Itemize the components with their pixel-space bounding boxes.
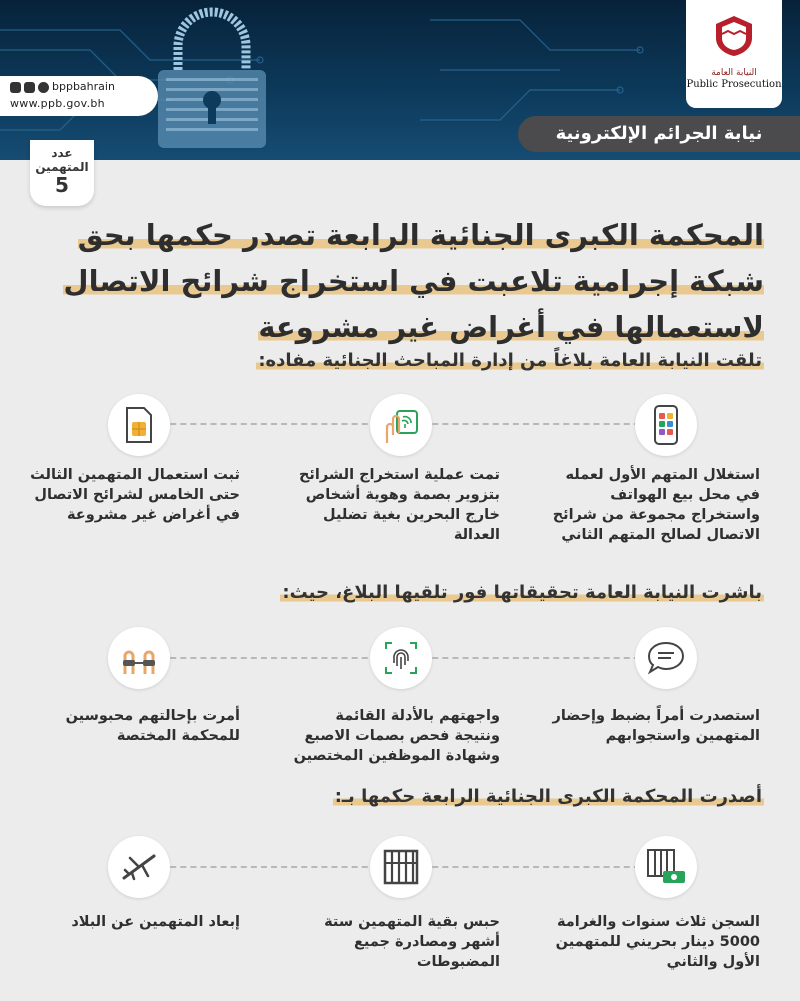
section-title-verdict: أصدرت المحكمة الكبرى الجنائية الرابعة حكمها بـ: <box>334 786 762 807</box>
padlock-icon <box>158 12 266 148</box>
icon-handcuffs <box>108 627 170 689</box>
section-title-investigation: باشرت النيابة العامة تحقيقاتها فور تلقيها البلاغ، حيث: <box>282 582 762 603</box>
step-referred-court: أمرت بإحالتهم محبوسين للمحكمة المختصة <box>65 708 240 744</box>
social-links <box>0 76 158 116</box>
icon-prison-bars <box>370 836 432 898</box>
icon-sim-card <box>108 394 170 456</box>
emblem-icon <box>712 14 756 58</box>
icon-fingerprint <box>370 627 432 689</box>
smartphone-apps-icon <box>649 405 683 445</box>
social-handle[interactable]: bppbahrain <box>52 80 115 93</box>
public-prosecution-logo <box>686 0 782 108</box>
step-forged-fingerprint: تمت عملية استخراج الشرائح بتزوير بصمة وهوية أشخاص خارج البحرين بغية تضليل العدالة <box>298 467 500 543</box>
verdict-deportation: إبعاد المتهمين عن البلاد <box>71 914 240 930</box>
chat-bubble-icon <box>647 641 685 675</box>
verdict-detention-confiscation: حبس بقية المتهمين ستة أشهر ومصادرة جميع المضبوطات <box>324 914 500 970</box>
sim-card-icon <box>124 406 154 444</box>
twitter-icon[interactable] <box>38 82 49 93</box>
step-sim-misuse: ثبت استعمال المتهمين الثالث حتى الخامس لشرائح الاتصال في أغراض غير مشروعة <box>30 467 240 523</box>
fingerprint-icon <box>382 639 420 677</box>
headline-line-3: لاستعمالها في أغراض غير مشروعة <box>258 310 764 344</box>
step-exploited-job: استغلال المتهم الأول لعمله في محل بيع الهواتف واستخراج مجموعة من شرائح الاتصال لصالح المتهم الثاني <box>552 467 760 543</box>
facebook-icon[interactable] <box>24 82 35 93</box>
headline-line-2: شبكة إجرامية تلاعبت في استخراج شرائح الاتصال <box>63 264 764 298</box>
handcuffs-icon <box>119 640 159 676</box>
step-arrest-order: استصدرت أمراً بضبط وإحضار المتهمين واستجوابهم <box>552 708 760 744</box>
icon-airplane <box>108 836 170 898</box>
icon-prison-money <box>635 836 697 898</box>
badge-count: 5 <box>55 173 69 197</box>
icon-finger-scan <box>370 394 432 456</box>
instagram-icon[interactable] <box>10 82 21 93</box>
logo-arabic-text: النيابة العامة <box>711 68 757 78</box>
department-pill: نيابة الجرائم الإلكترونية <box>518 116 800 152</box>
badge-label: عدد المتهمين <box>35 146 89 174</box>
prison-money-icon <box>645 847 687 887</box>
finger-scan-icon <box>381 405 421 445</box>
headline <box>64 212 764 350</box>
accused-count-badge <box>30 140 94 206</box>
step-confronted-evidence: واجهتهم بالأدلة القائمة ونتيجة فحص بصمات الاصبع وشهادة الموظفين المختصين <box>293 708 500 764</box>
section-title-report: تلقت النيابة العامة بلاغاً من إدارة المباحث الجنائية مفاده: <box>258 350 762 371</box>
prison-bars-icon <box>383 849 419 885</box>
icon-smartphone-apps <box>635 394 697 456</box>
airplane-icon <box>120 848 158 886</box>
website-link[interactable]: www.ppb.gov.bh <box>10 97 105 110</box>
verdict-prison-fine: السجن ثلاث سنوات والغرامة 5000 دينار بحريني للمتهمين الأول والثاني <box>555 914 760 970</box>
header-banner <box>0 0 800 160</box>
icon-chat-bubble <box>635 627 697 689</box>
logo-english-text: Public Prosecution <box>686 79 782 90</box>
headline-line-1: المحكمة الكبرى الجنائية الرابعة تصدر حكمها بحق <box>77 218 764 252</box>
